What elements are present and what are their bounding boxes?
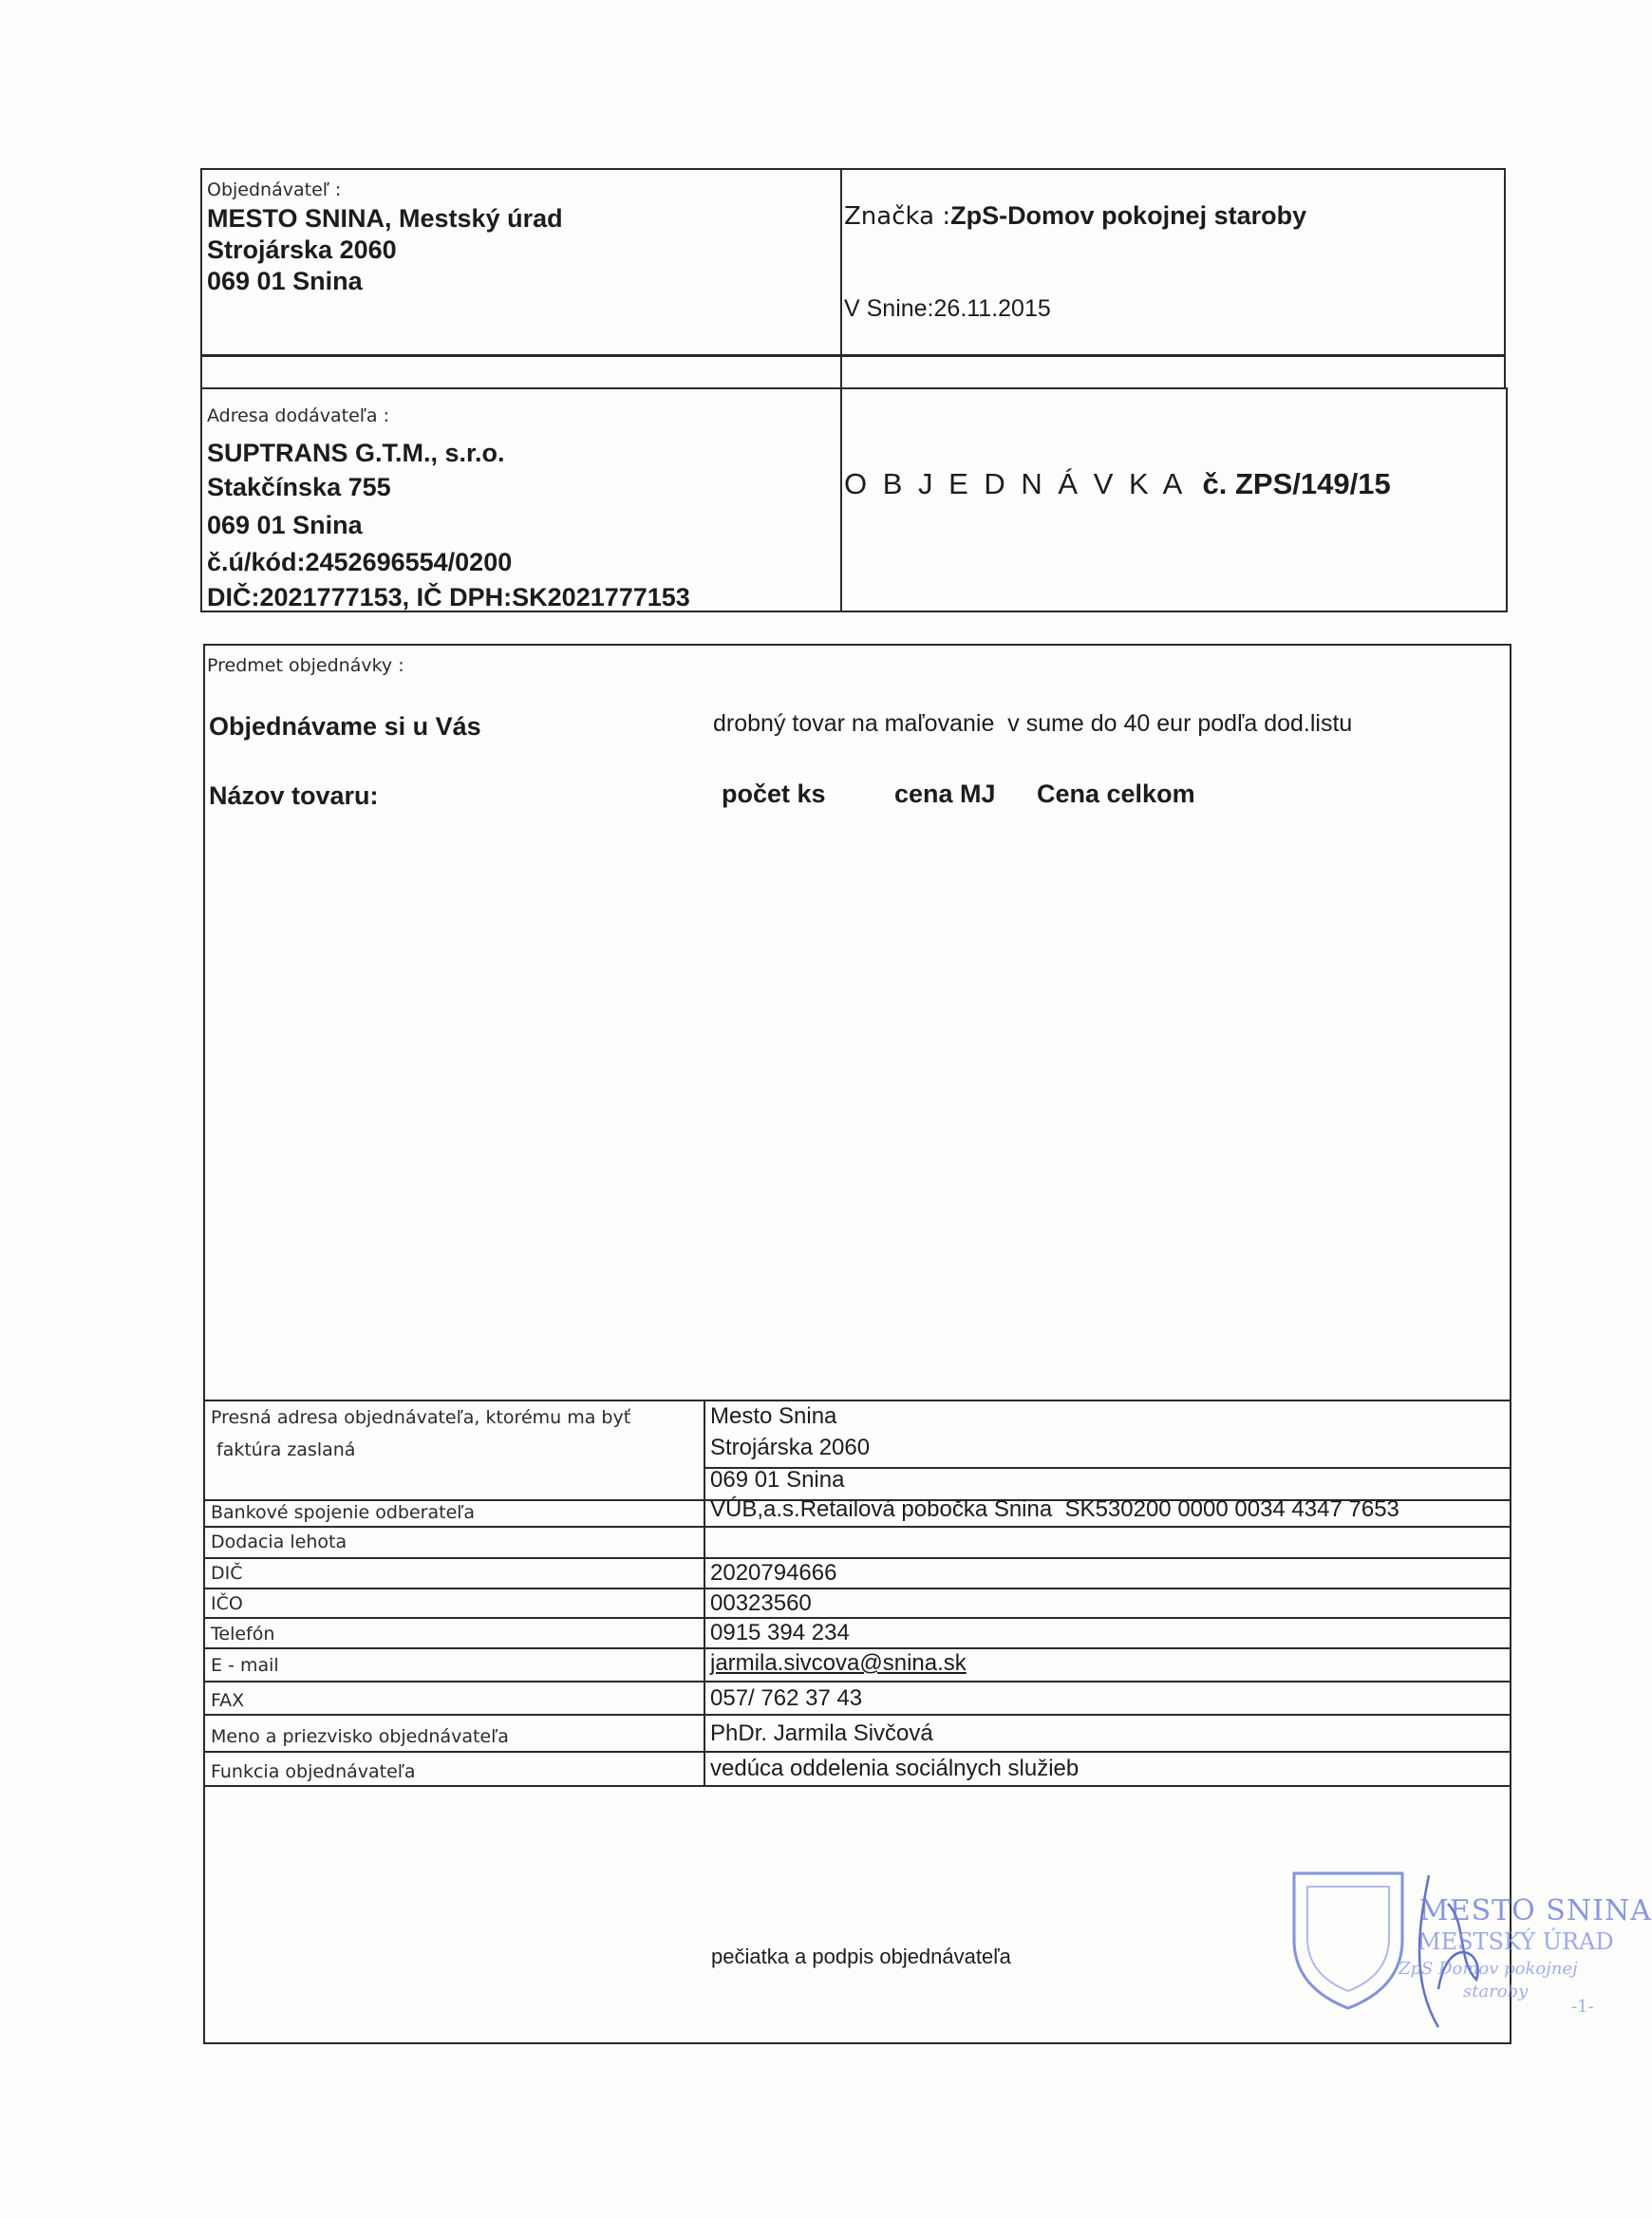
column-qty: počet ks (722, 780, 826, 808)
orderer-function-label: Funkcia objednávateľa (211, 1761, 416, 1782)
email-label: E - mail (211, 1655, 279, 1676)
row-line (203, 1681, 1511, 1682)
supplier-tax: DIČ:2021777153, IČ DPH:SK2021777153 (207, 583, 690, 611)
supplier-account: č.ú/kód:2452696554/0200 (207, 548, 513, 576)
row-line (203, 1588, 1511, 1589)
supplier-city: 069 01 Snina (207, 511, 363, 539)
invoice-address-line-2: Strojárska 2060 (710, 1435, 871, 1460)
invoice-address-line-3: 069 01 Snina (710, 1467, 845, 1493)
bank-label: Bankové spojenie odberateľa (211, 1502, 476, 1523)
mark-line (844, 201, 1306, 231)
order-title-number: č. ZPS/149/15 (1202, 467, 1391, 500)
details-divider (704, 1400, 705, 1785)
signature-label: pečiatka a podpis objednávateľa (711, 1945, 1011, 1968)
stamp-line-2: MESTSKÝ ÚRAD (1417, 1928, 1614, 1955)
order-description: drobný tovar na maľovanie v sume do 40 eur podľa dod.listu (713, 710, 1353, 737)
stamp-line-1: MESTO SNINA (1419, 1894, 1652, 1927)
fax-value: 057/ 762 37 43 (710, 1685, 863, 1711)
order-phrase: Objednávame si u Vás (209, 712, 481, 741)
orderer-box-divider (840, 168, 842, 357)
dic-value: 2020794666 (710, 1560, 837, 1586)
orderer-street: Strojárska 2060 (207, 235, 397, 264)
mark-value: ZpS-Domov pokojnej staroby (950, 201, 1307, 230)
spacer-strip (200, 354, 1506, 389)
phone-label: Telefón (211, 1624, 275, 1645)
column-unit-price: cena MJ (894, 780, 996, 808)
invoice-address-label-2: faktúra zaslaná (216, 1439, 356, 1460)
column-total: Cena celkom (1037, 780, 1195, 808)
bank-value: VÚB,a.s.Retailová pobočka Snina SK530200 0000 0034 4347 7653 (710, 1496, 1399, 1522)
ico-label: IČO (211, 1593, 243, 1614)
stamp-line-4: staroby (1463, 1982, 1529, 2002)
spacer-strip-divider (840, 354, 842, 389)
order-title-word: O B J E D N Á V K A (844, 467, 1187, 500)
stamp-line-5: -1- (1571, 1997, 1594, 2017)
supplier-box-divider (840, 387, 842, 612)
order-title (844, 467, 1391, 501)
mark-date: V Snine:26.11.2015 (844, 295, 1051, 322)
dic-label: DIČ (211, 1563, 243, 1584)
details-top-line (203, 1400, 1511, 1401)
row-line (203, 1617, 1511, 1619)
row-line (203, 1714, 1511, 1716)
subject-box (203, 644, 1511, 2044)
stamp-crest-icon (1294, 1873, 1402, 2008)
supplier-street: Stakčínska 755 (207, 473, 391, 501)
supplier-name: SUPTRANS G.T.M., s.r.o. (207, 439, 505, 467)
orderer-label: Objednávateľ : (207, 179, 342, 200)
row-line (203, 1647, 1511, 1649)
row-line (203, 1526, 1511, 1528)
fax-label: FAX (211, 1690, 245, 1711)
orderer-function-value: vedúca oddelenia sociálnych služieb (710, 1756, 1079, 1781)
subject-label: Predmet objednávky : (207, 655, 404, 676)
invoice-inner-line (704, 1467, 1511, 1469)
stamp-line-3: ZpS Domov pokojnej (1399, 1959, 1578, 1979)
orderer-person-label: Meno a priezvisko objednávateľa (211, 1726, 509, 1747)
email-value[interactable]: jarmila.sivcova@snina.sk (710, 1650, 967, 1676)
invoice-address-label-1: Presná adresa objednávateľa, ktorému ma byť (211, 1407, 631, 1428)
invoice-address-line-1: Mesto Snina (710, 1403, 837, 1429)
orderer-name: MESTO SNINA, Mestský úrad (207, 204, 563, 233)
row-line (203, 1751, 1511, 1753)
official-stamp (1286, 1866, 1652, 2046)
row-line (203, 1785, 1511, 1787)
delivery-label: Dodacia lehota (211, 1532, 347, 1552)
ico-value: 00323560 (710, 1590, 812, 1616)
mark-prefix: Značka : (844, 202, 951, 231)
phone-value: 0915 394 234 (710, 1620, 850, 1645)
row-line (203, 1557, 1511, 1559)
goods-label: Názov tovaru: (209, 781, 379, 810)
orderer-person-value: PhDr. Jarmila Sivčová (710, 1720, 933, 1746)
stamp-crest-inner (1307, 1887, 1389, 1991)
stamp-graphic (1286, 1866, 1610, 2046)
orderer-city: 069 01 Snina (207, 267, 363, 295)
supplier-label: Adresa dodávateľa : (207, 405, 390, 426)
